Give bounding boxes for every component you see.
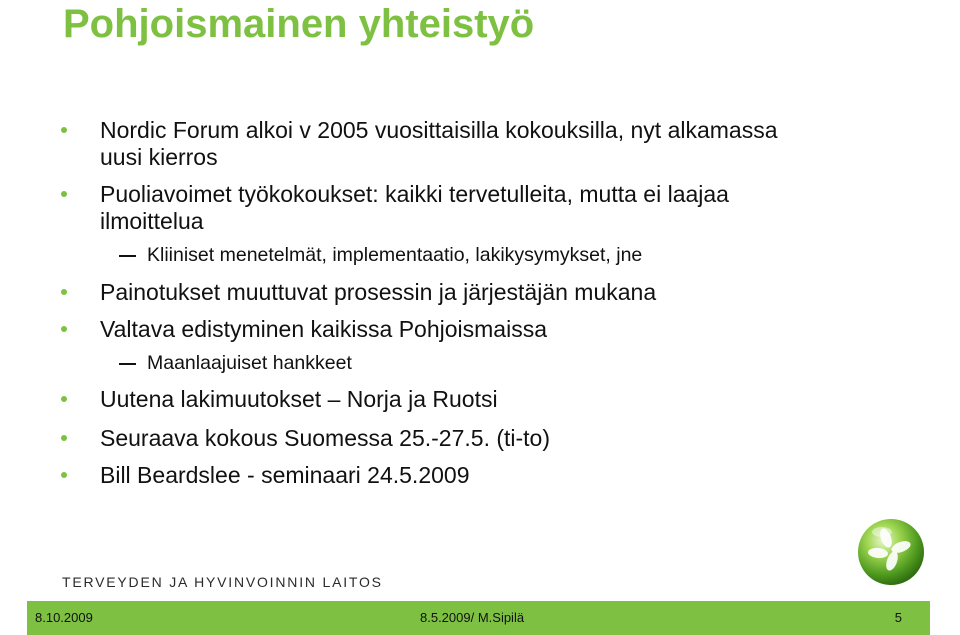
bullet-item	[100, 117, 778, 171]
bullet-text-line: Uutena lakimuutokset – Norja ja Ruotsi	[100, 386, 498, 412]
sub-bullet-text: Maanlaajuiset hankkeet	[147, 352, 352, 374]
page-number: 5	[894, 610, 902, 625]
bullet-marker	[61, 326, 67, 332]
footer-bar	[27, 601, 930, 635]
bullet-text-line: Bill Beardslee - seminaari 24.5.2009	[100, 462, 470, 488]
bullet-text-line: Valtava edistyminen kaikissa Pohjoismaissa	[100, 316, 547, 342]
bullet-text-line: uusi kierros	[100, 144, 218, 170]
dash-marker	[119, 255, 136, 257]
footer-date: 8.10.2009	[35, 610, 93, 625]
organization-name: TERVEYDEN JA HYVINVOINNIN LAITOS	[62, 574, 383, 590]
bullet-text-line: Nordic Forum alkoi v 2005 vuosittaisilla kokouksilla, nyt alkamassa	[100, 117, 778, 143]
footer-author: 8.5.2009/ M.Sipilä	[420, 610, 525, 625]
slide-title: Pohjoismainen yhteistyö	[63, 2, 535, 46]
bullet-item	[100, 425, 550, 452]
bullet-marker	[61, 472, 67, 478]
bullet-text-line: Puoliavoimet työkokoukset: kaikki tervetulleita, mutta ei laajaa	[100, 181, 729, 207]
bullet-item	[100, 181, 729, 235]
bullet-item	[100, 386, 498, 413]
sub-bullet-text: Kliiniset menetelmät, implementaatio, lakikysymykset, jne	[147, 244, 643, 266]
bullet-marker	[61, 191, 67, 197]
bullet-marker	[61, 435, 67, 441]
bullet-text-line: Painotukset muuttuvat prosessin ja järjestäjän mukana	[100, 279, 657, 305]
bullet-marker	[61, 127, 67, 133]
bullet-text-line: Seuraava kokous Suomessa 25.-27.5. (ti-to)	[100, 425, 551, 451]
bullet-item	[100, 316, 547, 343]
sub-bullet-item	[147, 243, 642, 267]
bullet-marker	[61, 396, 67, 402]
bullet-text-line: ilmoittelua	[100, 208, 204, 234]
green-globe-icon	[856, 517, 926, 587]
bullet-marker	[61, 289, 67, 295]
bullet-item	[100, 462, 469, 489]
sub-bullet-item	[147, 351, 352, 375]
dash-marker	[119, 363, 136, 365]
bullet-item	[100, 279, 656, 306]
